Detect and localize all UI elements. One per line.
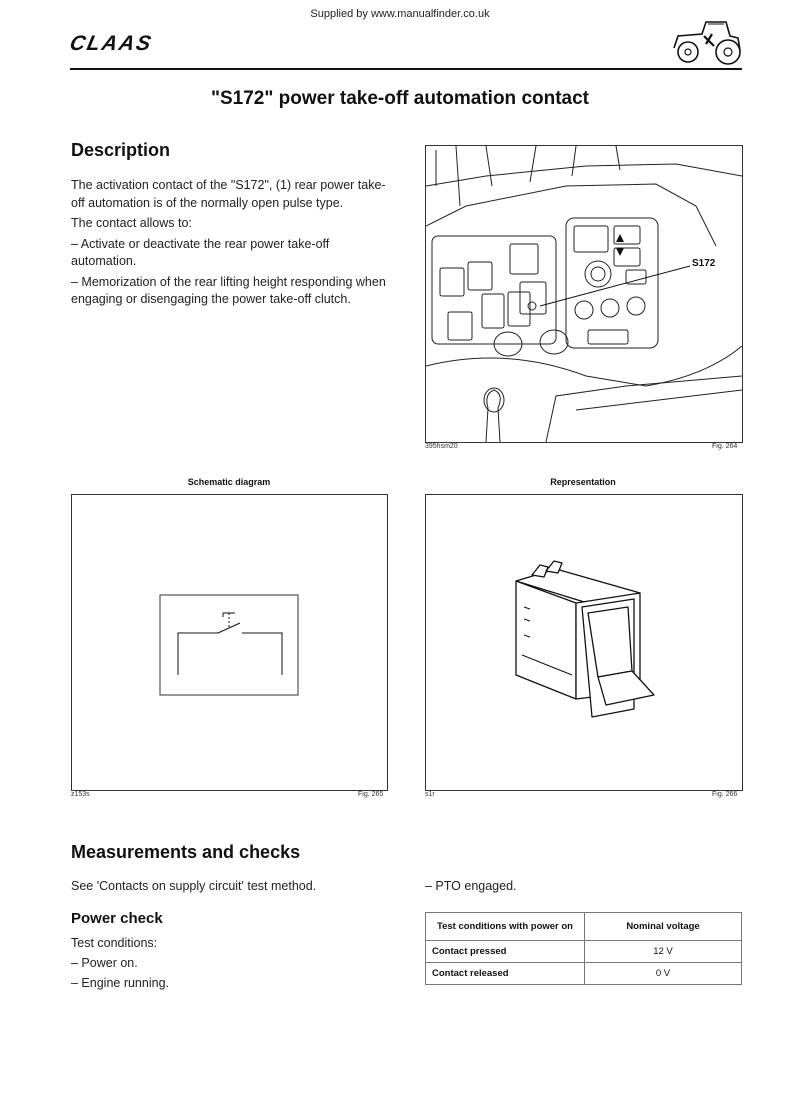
description-paragraph: – Memorization of the rear lifting height responding when engaging or disengaging the power take-off clutch.	[71, 274, 386, 306]
figure-number: Fig. 264	[712, 443, 738, 450]
switch-schematic-diagram	[72, 495, 387, 790]
column-header: Nominal voltage	[585, 913, 742, 941]
tractor-icon	[668, 14, 744, 66]
page-title: "S172" power take-off automation contact	[210, 88, 590, 109]
column-header: Test conditions with power on	[426, 913, 585, 941]
measurements-intro: See 'Contacts on supply circuit' test method.	[71, 879, 317, 893]
header-rule	[70, 68, 742, 70]
figure-code: s1r	[425, 791, 435, 798]
schematic-figure	[71, 494, 388, 791]
figure-code: 395hsm20	[425, 443, 458, 450]
pto-condition: – PTO engaged.	[425, 879, 517, 893]
voltage-cell: 12 V	[585, 941, 742, 963]
table-row	[426, 963, 742, 985]
table-row	[426, 941, 742, 963]
test-condition: – Power on.	[71, 956, 138, 970]
voltage-table	[425, 912, 742, 985]
figure-number: Fig. 266	[712, 791, 738, 798]
condition-cell: Contact released	[426, 963, 585, 985]
dashboard-illustration	[426, 146, 742, 442]
s172-callout: S172	[692, 258, 716, 269]
test-condition: – Engine running.	[71, 976, 169, 990]
figure-number: Fig. 265	[358, 791, 384, 798]
test-condition: Test conditions:	[71, 936, 158, 950]
condition-cell: Contact pressed	[426, 941, 585, 963]
power-check-heading: Power check	[71, 910, 163, 927]
description-text	[71, 177, 389, 312]
table-header-row	[426, 913, 742, 941]
description-paragraph: – Activate or deactivate the rear power take-off automation.	[71, 236, 330, 268]
dashboard-figure	[425, 145, 743, 443]
representation-figure	[425, 494, 743, 791]
description-paragraph: The activation contact of the "S172", (1) rear power take-off automation is of the normally open pulse type.	[71, 178, 386, 210]
voltage-cell: 0 V	[585, 963, 742, 985]
description-paragraph: The contact allows to:	[71, 216, 192, 230]
schematic-label: Schematic diagram	[187, 477, 271, 487]
representation-label: Representation	[550, 477, 616, 487]
rocker-switch-illustration	[426, 495, 742, 790]
supplied-by-text: Supplied by www.manualfinder.co.uk	[310, 8, 490, 20]
test-conditions-list	[71, 933, 169, 993]
claas-logo: CLAAS	[67, 32, 155, 55]
measurements-heading: Measurements and checks	[71, 842, 301, 862]
description-heading: Description	[71, 140, 171, 160]
figure-code: z153s	[71, 791, 90, 798]
